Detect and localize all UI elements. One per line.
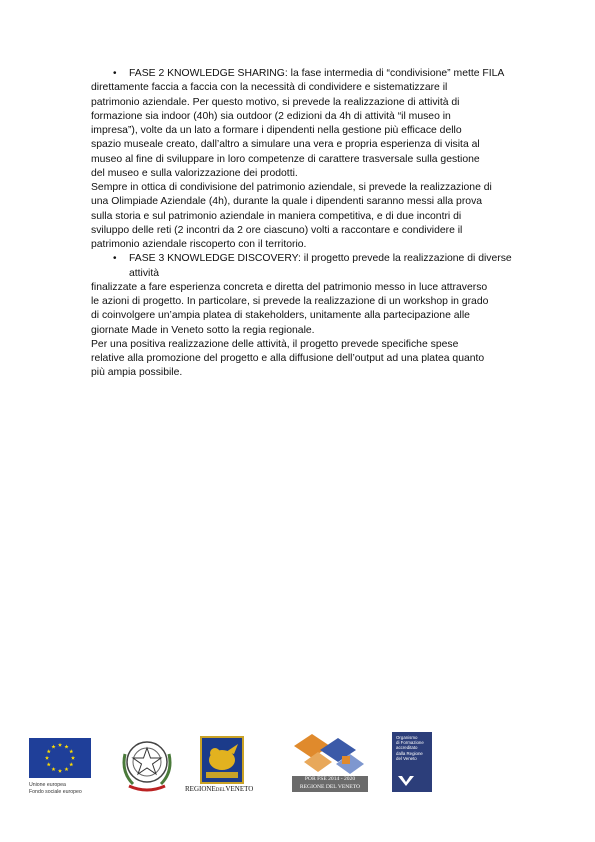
text-line — [91, 153, 541, 167]
text-line — [91, 210, 541, 224]
text-line — [91, 352, 541, 366]
text-line — [91, 295, 541, 309]
bullet-item-line — [91, 252, 541, 266]
text-line — [91, 195, 541, 209]
line-text: una Olimpiade Aziendale (4h), durante la quale i dipendenti saranno messi alla prova — [91, 196, 483, 208]
line-text: patrimonio aziendale riscoperto con il territorio. — [91, 239, 307, 250]
text-line — [91, 96, 541, 110]
line-text: sviluppo delle reti (2 incontri da 2 ore ciascuno) volti a raccontare e condividere il — [91, 224, 463, 236]
veneto-caption-2: DEL — [215, 788, 226, 793]
line-text: più ampia possibile. — [91, 367, 183, 379]
line-text: Per una positiva realizzazione delle attività, il progetto prevede specifiche spese — [91, 338, 459, 350]
footer-logos — [0, 730, 595, 800]
text-line — [91, 81, 541, 95]
veneto-caption-3: VENETO — [225, 785, 254, 793]
text-line — [91, 124, 541, 138]
veneto-mark-icon — [398, 774, 414, 788]
line-text: direttamente faccia a faccia con la necessità di condividere e sistematizzare il — [91, 82, 448, 94]
accredited-organism-text — [396, 735, 430, 761]
por-fse-line-1: POR FSE 2014 - 2020 — [304, 776, 356, 782]
org-text-line: del Veneto — [396, 755, 417, 761]
line-text: formazione sia indoor (40h) sia outdoor (2 edizioni da 4h di attività “il museo in — [91, 110, 451, 122]
line-text: FASE 3 KNOWLEDGE DISCOVERY: il progetto prevede la realizzazione di diverse — [129, 253, 512, 265]
line-text: FASE 2 KNOWLEDGE SHARING: la fase intermedia di “condivisione” mette FILA — [129, 68, 505, 79]
eu-flag-icon — [29, 738, 91, 778]
line-text: giornate Made in Veneto sotto la regia regionale. — [91, 324, 315, 336]
text-line — [91, 309, 541, 323]
line-text: le azioni di progetto. In particolare, si prevede la realizzazione di un workshop in grado — [91, 296, 489, 307]
line-text: impresa”), volte da un lato a formare i dipendenti nella gestione più efficace dello — [91, 125, 462, 136]
por-fse-caption — [292, 776, 368, 792]
line-text: museo al fine di sviluppare in loro competenze di carattere trasversale sulla gestione — [91, 153, 480, 165]
text-line — [91, 338, 541, 352]
line-text: di coinvolgere un’ampia platea di stakeholders, unitamente alla partecipazione alle — [91, 310, 470, 322]
text-line — [91, 366, 541, 380]
eu-caption-line-2: Fondo sociale europeo — [29, 788, 82, 795]
body-text — [91, 67, 541, 381]
veneto-caption-1: REGIONE — [185, 785, 216, 793]
italian-republic-emblem-icon — [119, 734, 175, 796]
org-text-line: accreditato — [396, 745, 418, 751]
line-text: del museo e sulla valorizzazione dei prodotti. — [91, 167, 298, 179]
text-line — [91, 267, 541, 281]
line-text: attività — [129, 267, 160, 279]
bullet-icon: • — [113, 253, 117, 265]
eu-caption — [29, 782, 82, 795]
por-fse-logo-icon — [290, 732, 372, 776]
text-line — [91, 324, 541, 338]
bullet-icon: • — [113, 68, 117, 79]
line-text: sulla storia e sul patrimonio aziendale in maniera competitiva, e di due incontri di — [91, 210, 462, 222]
line-text: spazio museale creato, dall’altro a simulare una vera e propria esperienza di visita al — [91, 139, 480, 151]
por-fse-line-2: REGIONE DEL VENETO — [299, 783, 361, 790]
regione-veneto-caption — [185, 785, 253, 793]
bullet-item-line — [91, 67, 541, 81]
eu-caption-line-1: Unione europea — [29, 782, 66, 788]
text-line — [91, 110, 541, 124]
org-text-line: Organismo — [396, 735, 418, 740]
org-text-line: di Formazione — [396, 740, 424, 746]
accredited-organism-badge — [392, 732, 432, 792]
text-line — [91, 138, 541, 152]
text-line — [91, 281, 541, 295]
text-line — [91, 181, 541, 195]
org-text-line: dalla Regione — [396, 750, 423, 756]
text-line — [91, 238, 541, 252]
line-text: finalizzate a fare esperienza concreta e diretta del patrimonio messo in luce attraverso — [91, 281, 488, 293]
line-text: patrimonio aziendale. Per questo motivo, si prevede la realizzazione di attività di — [91, 96, 460, 108]
text-line — [91, 224, 541, 238]
line-text: Sempre in ottica di condivisione del patrimonio aziendale, si prevede la realizzazione di — [91, 182, 492, 193]
line-text: relative alla promozione del progetto e alla diffusione dell’output ad una platea quanto — [91, 353, 485, 364]
text-line — [91, 167, 541, 181]
regione-veneto-lion-icon — [200, 736, 244, 784]
